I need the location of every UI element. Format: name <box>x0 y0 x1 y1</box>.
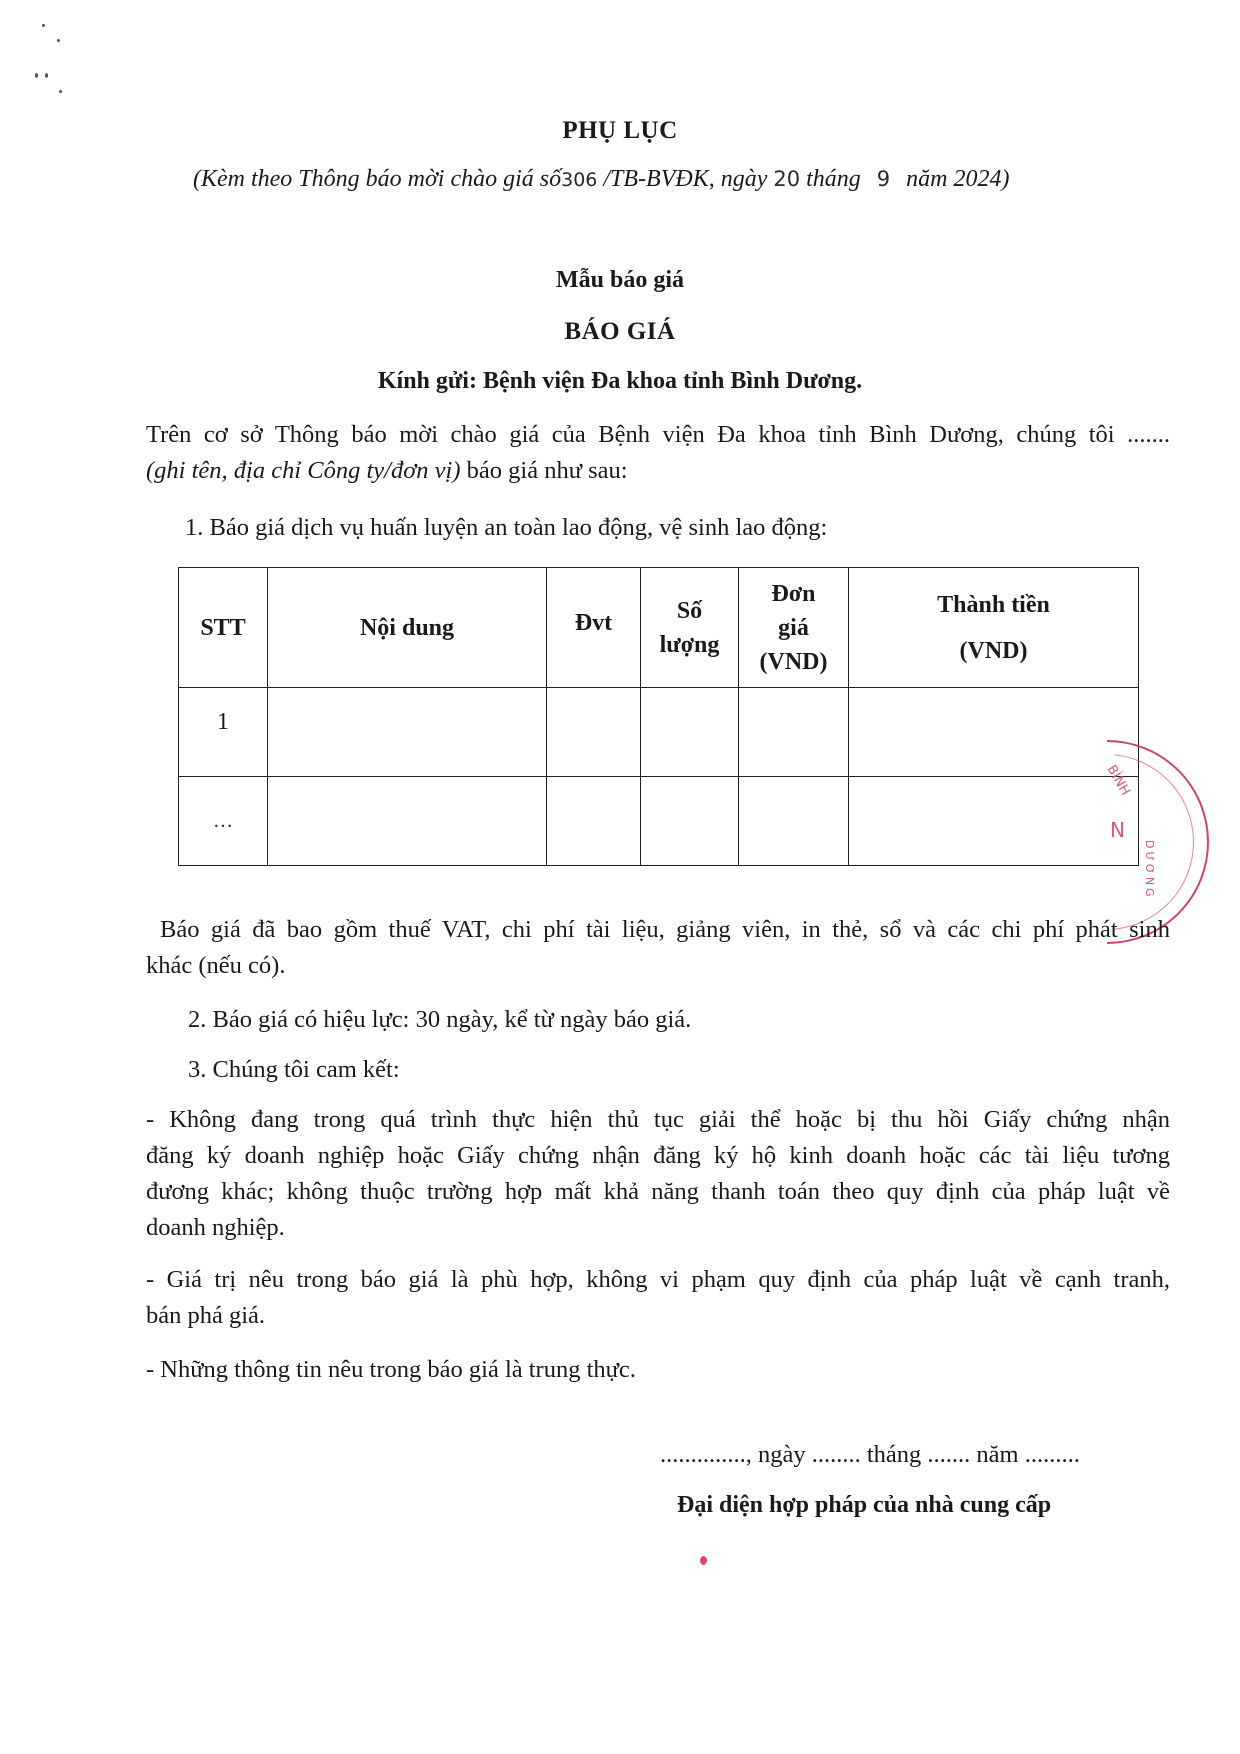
commitment-1-line-1: - Không đang trong quá trình thực hiện thủ tục giải thể hoặc bị thu hồi Giấy chứng nhận <box>146 1106 1170 1133</box>
intro-line-2 <box>146 453 1170 489</box>
month-handwritten: 9 <box>876 167 891 191</box>
day-handwritten: 20 <box>773 167 801 191</box>
commitment-heading: 3. Chúng tôi cam kết: <box>188 1056 400 1083</box>
header-unit-price <box>739 568 849 688</box>
notice-number-handwritten: 306 <box>561 169 598 191</box>
scan-speck <box>57 39 60 42</box>
header-unit-price-line3: (VND) <box>759 648 828 675</box>
cell-unit-price[interactable] <box>739 688 849 777</box>
header-total-line2: (VND) <box>959 637 1028 664</box>
header-quantity-line1: Số <box>676 597 703 624</box>
subtitle-suffix: năm 2024) <box>906 166 1010 192</box>
commitment-1-line-4: doanh nghiệp. <box>146 1214 285 1241</box>
subtitle-mid2: tháng <box>806 166 861 192</box>
signature-date-line: .............., ngày ........ tháng ....... năm ......... <box>660 1441 1080 1468</box>
quote-table <box>178 567 1139 866</box>
seal-text-binh: BÌNH <box>1103 762 1133 799</box>
commitment-1-line-3: đương khác; không thuộc trường hợp mất khả năng thanh toán theo quy định của pháp luật về <box>146 1178 1170 1205</box>
commitment-2-line-2: bán phá giá. <box>146 1302 266 1329</box>
header-unit-price-line2: giá <box>778 614 809 641</box>
commitment-1-line-2: đăng ký doanh nghiệp hoặc Giấy chứng nhận đăng ký hộ kinh doanh hoặc các tài liệu tương <box>146 1142 1170 1169</box>
cell-stt-value: 1 <box>217 708 229 735</box>
signature-title: Đại diện hợp pháp của nhà cung cấp <box>677 1492 1052 1518</box>
document-title: BÁO GIÁ <box>564 318 676 345</box>
recipient-line: Kính gửi: Bệnh viện Đa khoa tỉnh Bình Dương. <box>377 368 863 394</box>
cell-quantity[interactable] <box>641 777 739 866</box>
scan-speck <box>42 24 45 27</box>
seal-text-n: N <box>1110 818 1125 842</box>
template-label: Mẫu báo giá <box>555 267 684 293</box>
vat-note-line-1: Báo giá đã bao gồm thuế VAT, chi phí tài liệu, giảng viên, in thẻ, sổ và các chi phí phát sinh <box>160 916 1170 943</box>
scan-speck <box>59 90 62 93</box>
vat-note <box>146 912 1170 984</box>
header-total-line1: Thành tiền <box>937 591 1050 618</box>
intro-placeholder-note: (ghi tên, địa chỉ Công ty/đơn vị) <box>146 457 461 484</box>
cell-unit[interactable] <box>547 777 641 866</box>
commitment-2 <box>146 1262 1170 1334</box>
subtitle-mid1: /TB-BVĐK, ngày <box>603 166 768 192</box>
ink-dot <box>700 1556 707 1565</box>
header-quantity <box>641 568 739 688</box>
scan-speck <box>45 73 48 78</box>
cell-total[interactable] <box>849 777 1139 866</box>
header-unit <box>547 568 641 688</box>
cell-content[interactable] <box>268 777 547 866</box>
header-unit-label: Đvt <box>574 609 613 636</box>
cell-content[interactable] <box>268 688 547 777</box>
table-row <box>179 688 1139 777</box>
cell-unit[interactable] <box>547 688 641 777</box>
subtitle-prefix: (Kèm theo Thông báo mời chào giá số <box>193 166 562 192</box>
appendix-subtitle <box>193 166 1009 193</box>
intro-paragraph <box>146 417 1170 489</box>
header-unit-price-line1: Đơn <box>771 580 816 607</box>
header-total <box>849 568 1139 688</box>
vat-note-line-2: khác (nếu có). <box>146 952 286 979</box>
scan-speck <box>35 73 38 78</box>
table-row <box>179 777 1139 866</box>
header-stt: STT <box>179 568 268 688</box>
commitment-1 <box>146 1102 1170 1246</box>
appendix-title: PHỤ LỤC <box>562 117 678 144</box>
cell-stt[interactable] <box>179 777 268 866</box>
validity-clause: 2. Báo giá có hiệu lực: 30 ngày, kể từ ngày báo giá. <box>188 1006 692 1033</box>
commitment-2-line-1: - Giá trị nêu trong báo giá là phù hợp, không vi phạm quy định của pháp luật về cạnh tranh, <box>146 1266 1170 1293</box>
cell-stt[interactable] <box>179 688 268 777</box>
seal-text-duong: DƯƠNG <box>1143 840 1156 900</box>
intro-line-1: Trên cơ sở Thông báo mời chào giá của Bệnh viện Đa khoa tỉnh Bình Dương, chúng tôi ....... <box>146 421 1170 448</box>
header-quantity-line2: lượng <box>659 631 720 658</box>
table-header-row <box>179 568 1139 688</box>
cell-quantity[interactable] <box>641 688 739 777</box>
cell-stt-value: … <box>213 809 233 832</box>
header-content: Nội dung <box>268 568 547 688</box>
section-1-heading: 1. Báo giá dịch vụ huấn luyện an toàn lao động, vệ sinh lao động: <box>185 514 828 541</box>
commitment-3: - Những thông tin nêu trong báo giá là trung thực. <box>146 1356 636 1383</box>
intro-line-2-rest: báo giá như sau: <box>460 457 628 484</box>
cell-unit-price[interactable] <box>739 777 849 866</box>
cell-total[interactable] <box>849 688 1139 777</box>
